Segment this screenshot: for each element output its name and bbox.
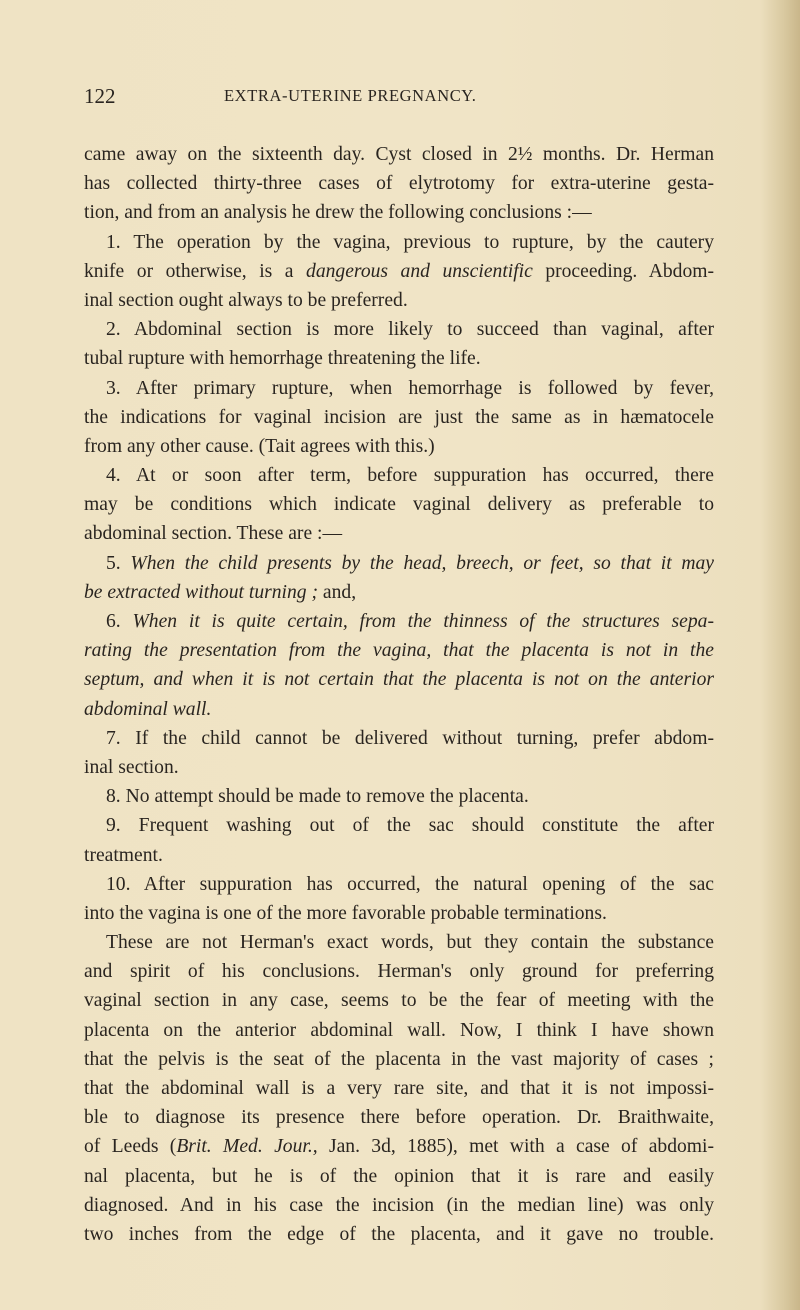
text-line [84,169,714,198]
text-segment: 10. After suppuration has occurred, the natural opening of the sac [106,873,714,895]
text-line [84,140,714,169]
text-line [84,403,714,432]
text-line [84,1220,714,1249]
text-line [84,724,714,753]
text-segment: 4. At or soon after term, before suppuration has occurred, there [106,465,714,487]
text-line [84,257,714,286]
italic-text: Brit. Med. Jour., [176,1136,318,1158]
text-segment: These are not Herman's exact words, but they contain the substance [106,932,714,954]
text-segment: 3. After primary rupture, when hemorrhage is followed by fever, [106,377,714,399]
text-segment: knife or otherwise, is a [84,260,307,282]
text-line [84,1103,714,1132]
text-line [84,461,714,490]
italic-text: When it is quite certain, from the thinness of the structures sepa- [132,611,714,632]
italic-text: abdominal wall. [84,698,212,720]
text-line [84,344,714,373]
text-segment: has collected thirty-three cases of elytrotomy for extra-uterine gesta- [84,173,714,195]
page-number: 122 [84,84,116,108]
text-line [84,1016,714,1045]
text-line [84,1074,714,1103]
text-line [84,578,714,607]
text-segment: and, [318,581,357,603]
text-segment: tubal rupture with hemorrhage threatening the life. [84,348,481,370]
text-line [84,432,714,461]
text-line [84,665,714,694]
text-line [84,753,714,782]
text-line [84,374,714,403]
text-line [84,870,714,899]
text-line [84,1045,714,1074]
text-segment: abdominal section. These are :— [84,523,343,545]
text-segment: diagnosed. And in his case the incision (in the median line) was only [84,1194,714,1216]
text-line [84,519,714,548]
text-segment: 7. If the child cannot be delivered without turning, prefer abdom- [106,727,714,749]
text-segment: inal section ought always to be preferred. [84,289,408,311]
text-line [84,315,714,344]
text-segment: from any other cause. (Tait agrees with this.) [84,435,435,457]
running-title: EXTRA-UTERINE PREGNANCY. [224,86,477,105]
text-line [84,1162,714,1191]
text-segment: the indications for vaginal incision are just the same as in hæmatocele [84,406,714,428]
text-segment: may be conditions which indicate vaginal delivery as preferable to [84,494,714,516]
text-segment: and spirit of his conclusions. Herman's only ground for preferring [84,961,714,983]
text-line [84,198,714,227]
text-line [84,928,714,957]
text-segment: 2. Abdominal section is more likely to succeed than vaginal, after [106,319,714,341]
text-segment: came away on the sixteenth day. Cyst closed in 2½ months. Dr. Herman [84,144,714,165]
text-line [84,1191,714,1220]
text-segment: that the abdominal wall is a very rare site, and that it is not impossi- [84,1078,714,1099]
text-segment: ble to diagnose its presence there before operation. Dr. Braithwaite, [84,1107,714,1129]
text-segment: nal placenta, but he is of the opinion that it is rare and easily [84,1165,714,1187]
text-segment: vaginal section in any case, seems to be the fear of meeting with the [84,990,714,1012]
text-line [84,986,714,1015]
italic-text: dangerous and unscientific [306,260,533,282]
text-segment: proceeding. Abdom- [532,260,715,282]
text-line [84,286,714,315]
text-segment: treatment. [84,844,163,866]
text-line [84,490,714,519]
text-line [84,636,714,665]
italic-text: septum, and when it is not certain that the placenta is not on the anterior [84,669,714,691]
text-line [84,1132,714,1161]
italic-text: rating the presentation from the vagina, that the placenta is not in the [84,640,714,662]
text-segment: 6. [106,611,133,632]
text-line [84,607,714,636]
text-segment: of Leeds ( [84,1136,177,1158]
italic-text: be extracted without turning ; [84,581,318,603]
text-line [84,549,714,578]
text-segment: that the pelvis is the seat of the placenta in the vast majority of cases ; [84,1048,714,1070]
text-segment: placenta on the anterior abdominal wall. Now, I think I have shown [84,1019,714,1041]
text-line [84,782,714,811]
text-segment: into the vagina is one of the more favorable probable terminations. [84,902,607,924]
text-segment: 1. The operation by the vagina, previous to rupture, by the cautery [106,231,714,253]
text-segment: 5. [106,552,131,574]
text-segment: 9. Frequent washing out of the sac should constitute the after [106,815,714,837]
text-line [84,841,714,870]
text-line [84,957,714,986]
page-header [84,84,716,114]
italic-text: When the child presents by the head, breech, or feet, so that it may [130,552,715,574]
text-segment: inal section. [84,756,179,778]
text-line [84,228,714,257]
text-segment: 8. No attempt should be made to remove the placenta. [106,786,529,808]
text-segment: two inches from the edge of the placenta, and it gave no trouble. [84,1223,714,1245]
body-text [84,140,714,1249]
text-line [84,811,714,840]
text-line [84,695,714,724]
text-line [84,899,714,928]
text-segment: tion, and from an analysis he drew the following conclusions :— [84,202,592,224]
text-segment: Jan. 3d, 1885), met with a case of abdomi- [317,1136,715,1158]
